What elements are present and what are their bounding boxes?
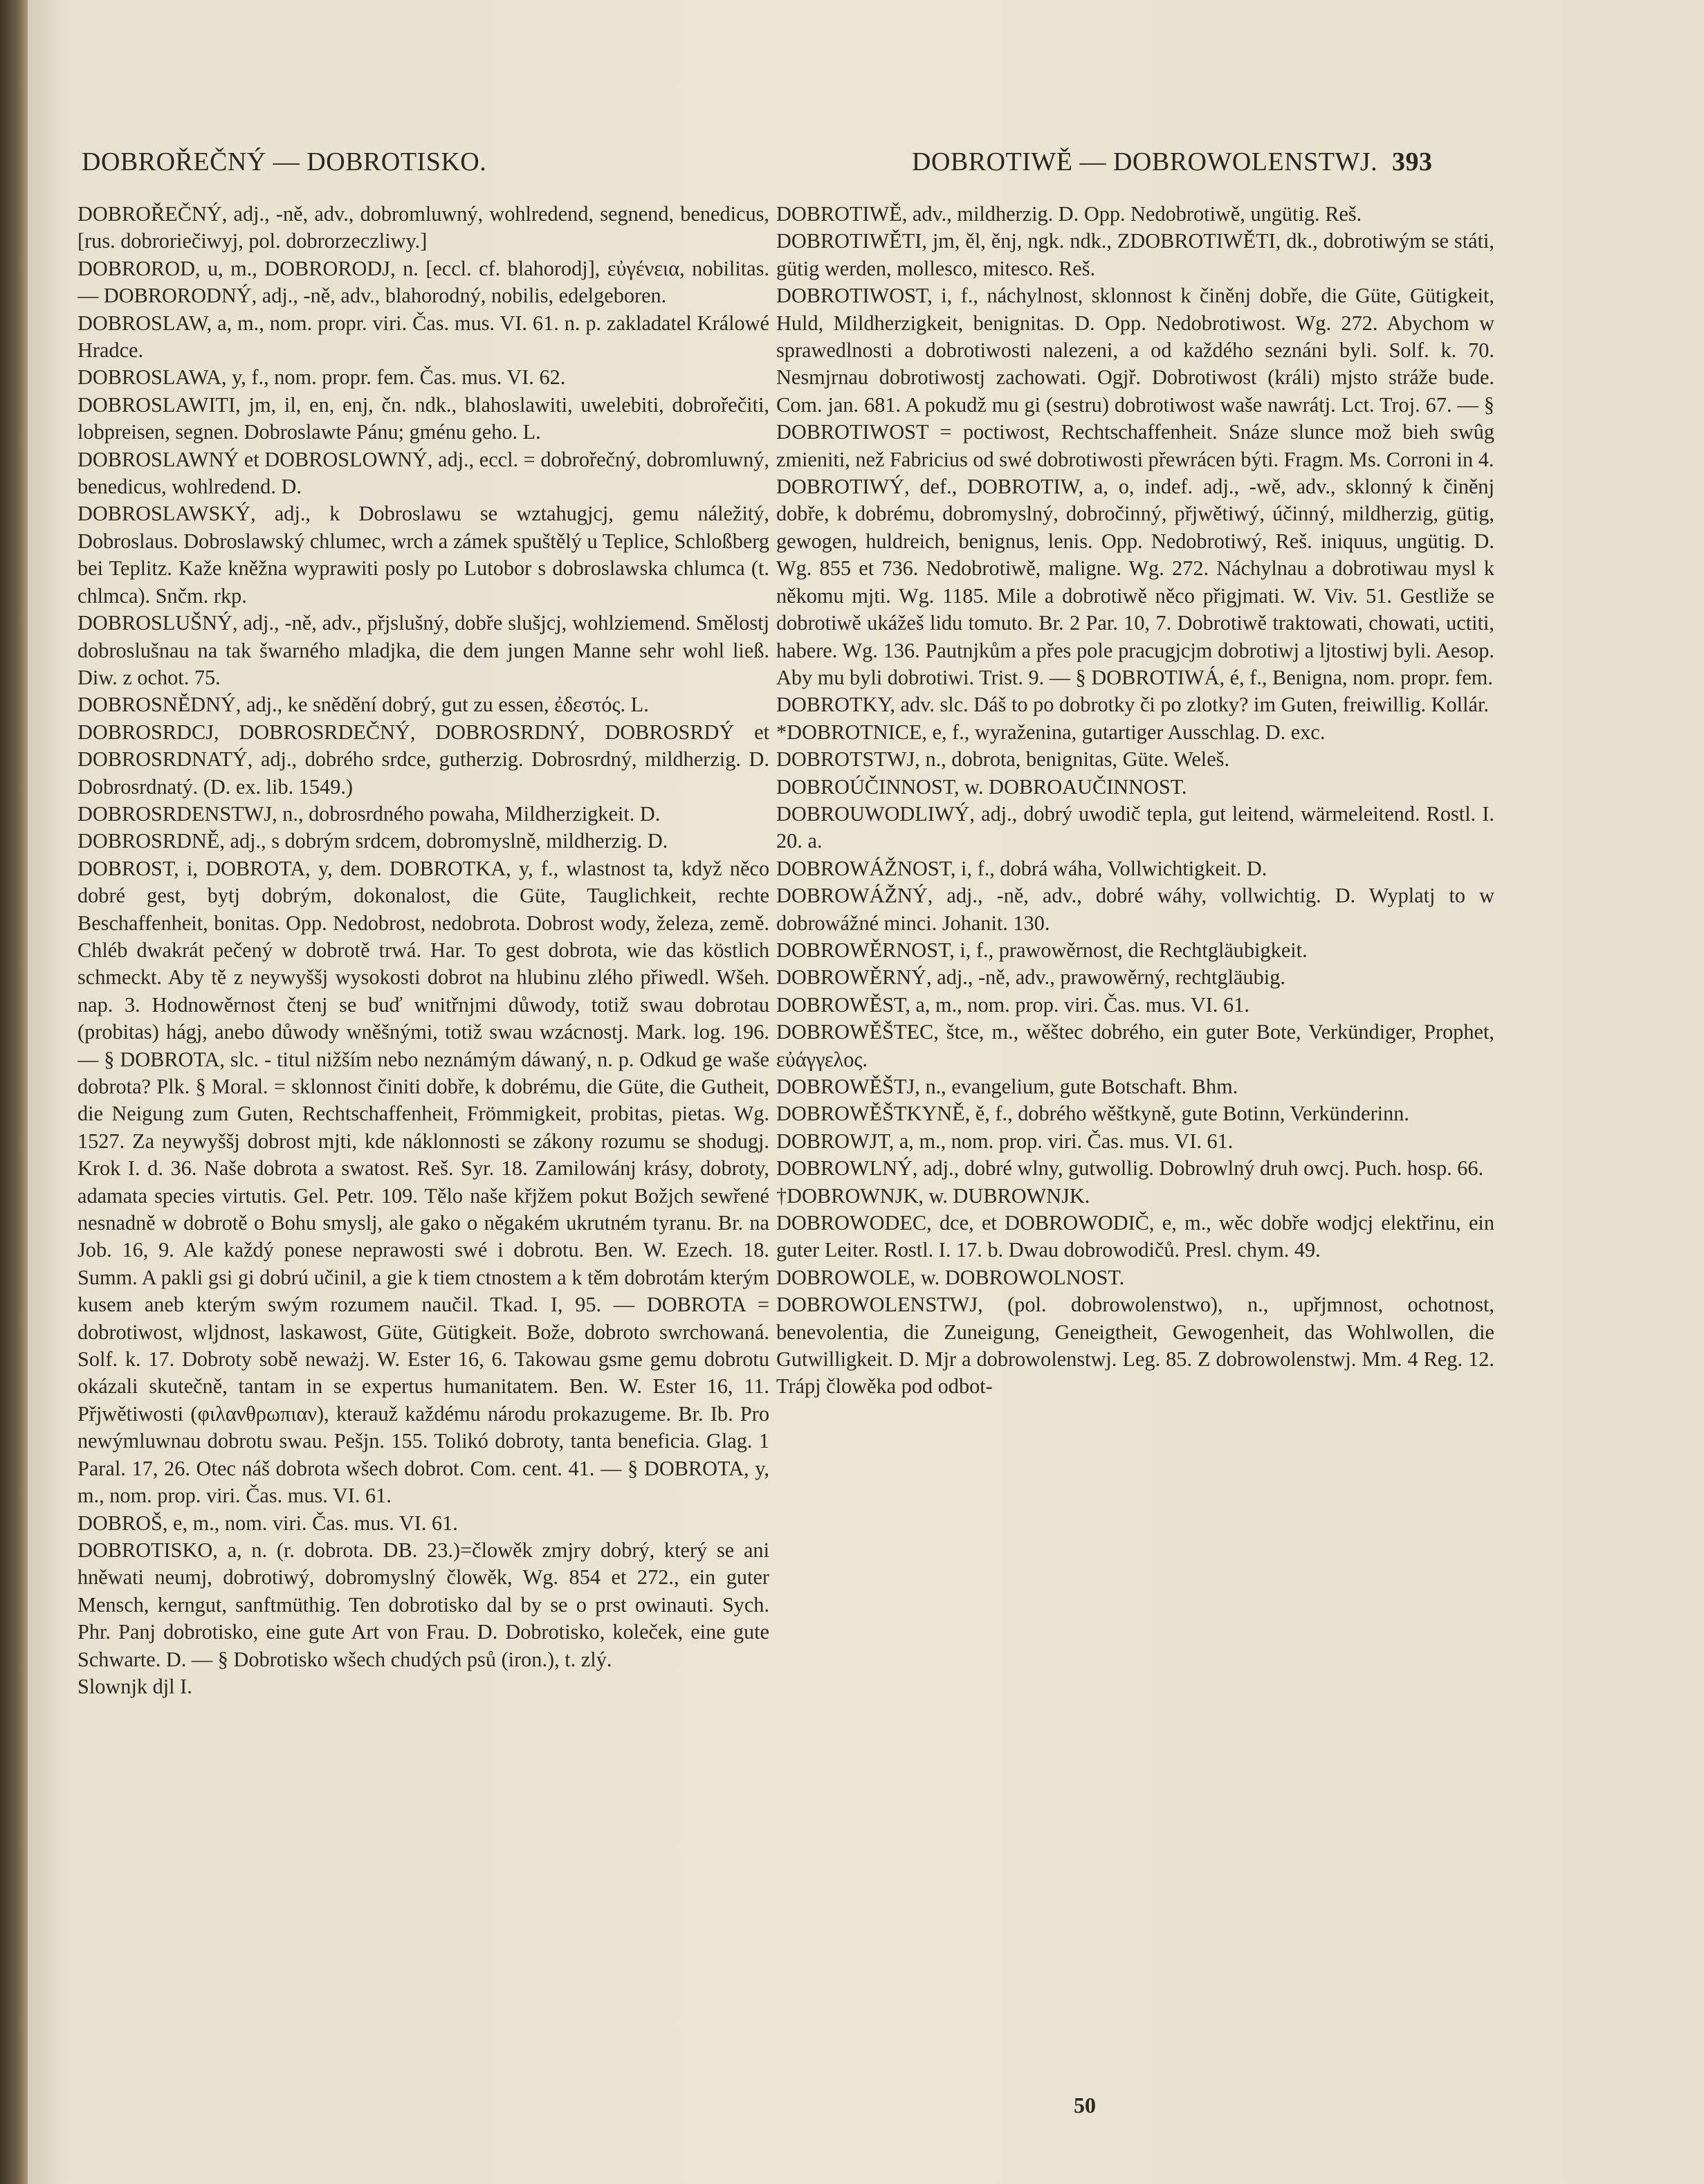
entry-dobrorod: DOBROROD, u, m., DOBRORODJ, n. [eccl. cf. blahorodj], εὐγένεια, nobilitas. — DOBRORODNÝ, adj., -ně, adv., blahorodný, nobilis, edelgeboren. bbox=[77, 256, 769, 308]
entry-dobrotisko: DOBROTISKO, a, n. (r. dobrota. DB. 23.)=člowěk zmjry dobrý, který se ani hněwati neumj, dobrotiwý, dobromyslný člowěk, Wg. 854 et 272., ein guter Mensch, kerngut, sanftmüthig. Ten dobrotisko dal by se o prst owinauti. Sych. Phr. Panj dobrotisko, eine gute Art von Frau. D. Dobrotisko, koleček, eine gute Schwarte. D. — § Dobrotisko wšech chudých psů (iron.), t. zlý. bbox=[77, 1538, 769, 1671]
entry-dobrotiwy: DOBROTIWÝ, def., DOBROTIW, a, o, indef. adj., -wě, adv., sklonný k činěnj dobře, k dobrému, dobromyslný, dobročinný, přjwětiwý, účinný, mildherzig, gütig, gewogen, huldreich, benignus, lenis. Opp. Nedobrotiwý, Reš. iniquus, ungütig. D. Wg. 855 et 736. Nedobrotiwě, maligne. Wg. 272. Náchylnau a dobrotiwau mysl k někomu mjti. Wg. 1185. Mile a dobrotiwě něco přigjmati. W. Viv. 51. Gestliže se dobrotiwě ukážeš lidu tomuto. Br. 2 Par. 10, 7. Dobrotiwě traktowati, chowati, uctiti, habere. Wg. 136. Pautnjkům a přes pole pracugjcjm dobrotiwj a ljtostiwj byli. Aesop. Aby mu byli dobrotiwi. Trist. 9. — § DOBROTIWÁ, é, f., Benigna, nom. propr. fem. bbox=[776, 475, 1494, 689]
entry-dobrowazny: DOBROWÁŽNÝ, adj., -ně, adv., dobré wáhy, vollwichtig. D. Wyplatj to w dobrowážné minci. Johanit. 130. bbox=[776, 884, 1494, 935]
entry-dobrowole: DOBROWOLE, w. DOBROWOLNOST. bbox=[776, 1265, 1125, 1289]
entry-dobrowlny: DOBROWLNÝ, adj., dobré wlny, gutwollig. Dobrowlný druh owcj. Puch. hosp. 66. bbox=[776, 1156, 1484, 1181]
entry-dobrost: DOBROST, i, DOBROTA, y, dem. DOBROTKA, y, f., wlastnost ta, když něco dobré gest, bytj dobrým, dokonalost, die Güte, Tauglichkeit, rechte Beschaffenheit, bonitas. Opp. Nedobrost, nedobrota. Dobrost wody, železa, země. Chléb dwakrát pečený w dobrotě trwá. Har. To gest dobrota, wie das köstlich schmeckt. Aby tě z neywyššj wysokosti dobrot na hlubinu zlého přiwedl. Wšeh. nap. 3. Hodnowěrnost čtenj se buď wnitřnjmi důwody, totiž swau dobrotau (probitas) hágj, anebo důwody wněšnými, totiž swau wzácnostj. Mark. log. 196. — § DOBROTA, slc. - titul nižším nebo neznámým dáwaný, n. p. Odkud ge waše dobrota? Plk. § Moral. = sklonnost činiti dobře, k dobrému, die Güte, die Gutheit, die Neigung zum Guten, Rechtschaffenheit, Frömmigkeit, probitas, pietas. Wg. 1527. Za neywyššj dobrost mjti, kde náklonnosti se zákony rozumu se shodugj. Krok I. d. 36. Naše dobrota a swatost. Reš. Syr. 18. Zamilowánj krásy, dobroty, adamata species virtutis. Gel. Petr. 109. Tělo naše křjžem pokut Božjch sewřené nesnadně w dobrotě o Bohu smyslj, ale gako o něgakém ukrutném tyranu. Br. na Job. 16, 9. Ale každý ponese neprawosti swé i dobrotu. Ben. W. Ezech. 18. Summ. A pakli gsi gi dobrú učinil, a gie k tiem ctnostem a k těm dobrotám kterým kusem aneb kterým swým rozumem naučil. Tkad. I, 95. — DOBROTA = dobrotiwost, wljdnost, laskawost, Güte, Gütigkeit. Bože, dobroto swrchowaná. Solf. k. 17. Dobroty sobě neważj. W. Ester 16, 6. Takowau gsme gemu dobrotu okázali skutečně, tantam in se expertus humanitatem. Ben. W. Ester 16, 11. Přjwětiwosti (φιλανθρωπιαν), kterauž každému národu prokazugeme. Br. Ib. Pro newýmluwnau dobrotu swau. Pešjn. 155. Tolikó dobroty, tanta beneficia. Glag. 1 Paral. 17, 26. Otec náš dobrota wšech dobrot. Com. cent. 41. — § DOBROTA, y, m., nom. prop. viri. Čas. mus. VI. 61. bbox=[77, 856, 769, 1508]
page-number: 393 bbox=[1392, 147, 1433, 176]
entry-dobrowodec: DOBROWODEC, dce, et DOBROWODIČ, e, m., wěc dobře wodjcj elektřinu, ein guter Leiter. Rostl. I. 17. b. Dwau dobrowodičů. Presl. chym. 49. bbox=[776, 1211, 1494, 1262]
entry-dobroslawiti: DOBROSLAWITI, jm, il, en, enj, čn. ndk., blahoslawiti, uwelebiti, dobrořečiti, lobpreisen, segnen. Dobroslawte Pánu; gménu geho. L. bbox=[77, 392, 769, 444]
right-column bbox=[776, 201, 1494, 2083]
entry-dobrosrdne: DOBROSRDNĚ, adj., s dobrým srdcem, dobromyslně, mildherzig. D. bbox=[77, 829, 668, 853]
entry-dobrowolenstwj: DOBROWOLENSTWJ, (pol. dobrowolenstwo), n., upřjmnost, ochotnost, benevolentia, die Zuneigung, Geneigtheit, Gewogenheit, das Wohlwollen, die Gutwilligkeit. D. Mjr a dobrowolenstwj. Leg. 85. Z dobrowolenstwj. Mm. 4 Reg. 12. Trápj člowěka pod odbot- bbox=[776, 1293, 1494, 1399]
volume-note: Slownjk djl I. bbox=[77, 1674, 192, 1698]
entry-dobrotstwj: DOBROTSTWJ, n., dobrota, benignitas, Güte. Weleš. bbox=[776, 747, 1230, 772]
entry-dobrowernost: DOBROWĚRNOST, i, f., prawowěrnost, die Rechtgläubigkeit. bbox=[776, 938, 1308, 962]
printer-signature-mark: 50 bbox=[1074, 2093, 1096, 2118]
entry-dobroslawny: DOBROSLAWNÝ et DOBROSLOWNÝ, adj., eccl. = dobrořečný, dobromluwný, benedicus, wohlredend. D. bbox=[77, 447, 769, 499]
entry-dobros: DOBROŠ, e, m., nom. viri. Čas. mus. VI. 61. bbox=[77, 1511, 458, 1535]
entry-dobrosnedny: DOBROSNĚDNÝ, adj., ke snědění dobrý, gut zu essen, ἐδεστός. L. bbox=[77, 693, 649, 717]
entry-dobroslusny: DOBROSLUŠNÝ, adj., -ně, adv., přjslušný, dobře slušjcj, wohlziemend. Smělostj dobroslušnau na tak šwarného mladjka, die dem jungen Manne sehr wohl ließ. Diw. z ochot. 75. bbox=[77, 611, 769, 689]
entry-dobrotiwost: DOBROTIWOST, i, f., náchylnost, sklonnost k činěnj dobře, die Güte, Gütigkeit, Huld, Mildherzigkeit, benignitas. D. Opp. Nedobrotiwost. Wg. 272. Abychom w sprawedlnosti a dobrotiwosti nalezeni, a od každého seznáni byli. Solf. k. 70. Nesmjrnau dobrotiwostj zachowati. Ogjř. Dobrotiwost (králi) mjsto stráže bude. Com. jan. 681. A pokudž mu gi (sestru) dobrotiwost waše nawrátj. Lct. Troj. 67. — § DOBROTIWOST = poctiwost, Rechtschaffenheit. Snáze slunce mož bieh swûg zmieniti, než Fabricius od swé dobrotiwosti přewrácen býti. Fragm. Ms. Corroni in 4. bbox=[776, 284, 1494, 471]
book-binding bbox=[0, 0, 28, 2184]
entry-dobrosrdcj: DOBROSRDCJ, DOBROSRDEČNÝ, DOBROSRDNÝ, DOBROSRDÝ et DOBROSRDNATÝ, adj., dobrého srdce, gutherzig. Dobrosrdný, mildherzig. D. Dobrosrdnatý. (D. ex. lib. 1549.) bbox=[77, 720, 769, 799]
entry-dobrowerny: DOBROWĚRNÝ, adj., -ně, adv., prawowěrný, rechtgläubig. bbox=[776, 965, 1285, 990]
entry-dobrowest: DOBROWĚST, a, m., nom. prop. viri. Čas. mus. VI. 61. bbox=[776, 992, 1249, 1017]
entry-dobrotiweti: DOBROTIWĚTI, jm, ěl, ěnj, ngk. ndk., ZDOBROTIWĚTI, dk., dobrotiwým se státi, gütig werden, mollesco, mitesco. Reš. bbox=[776, 229, 1494, 280]
entry-dobrouwodliwy: DOBROUWODLIWÝ, adj., dobrý uwodič tepla, gut leitend, wärmeleitend. Rostl. I. 20. a. bbox=[776, 801, 1494, 853]
running-head-right: DOBROTIWĚ — DOBROWOLENSTWJ. bbox=[912, 147, 1378, 176]
entry-dobrotnice: *DOBROTNICE, e, f., wyraženina, gutartiger Ausschlag. D. exc. bbox=[776, 720, 1326, 744]
entry-dobrownjk: †DOBROWNJK, w. DUBROWNJK. bbox=[776, 1183, 1090, 1208]
entry-dobrotiwe: DOBROTIWĚ, adv., mildherzig. D. Opp. Nedobrotiwě, ungütig. Reš. bbox=[776, 202, 1362, 226]
entry-dobroslawsky: DOBROSLAWSKÝ, adj., k Dobroslawu se wztahugjcj, gemu náležitý, Dobroslaus. Dobroslawský chlumec, wrch a zámek spuštělý u Teplice, Schloßberg bei Teplitz. Kaže kněžna wyprawiti posly po Lutobor s dobroslawska chlumca (t. chlmca). Snčm. rkp. bbox=[77, 502, 769, 608]
entry-dobrowestj: DOBROWĚŠTJ, n., evangelium, gute Botschaft. Bhm. bbox=[776, 1075, 1238, 1098]
entry-dobroslaw: DOBROSLAW, a, m., nom. propr. viri. Čas. mus. VI. 61. n. p. zakladatel Králowé Hradce. bbox=[77, 311, 769, 363]
entry-dobroreccny: DOBROŘEČNÝ, adj., -ně, adv., dobromluwný, wohlredend, segnend, benedicus, [rus. dobroriečiwyj, pol. dobrorzeczliwy.] bbox=[77, 202, 769, 253]
left-column bbox=[77, 201, 769, 2083]
entry-dobrotky: DOBROTKY, adv. slc. Dáš to po dobrotky či po zlotky? im Guten, freiwillig. Kollár. bbox=[776, 693, 1489, 717]
entry-dobroslawa: DOBROSLAWA, y, f., nom. propr. fem. Čas. mus. VI. 62. bbox=[77, 365, 566, 390]
entry-dobrowaznost: DOBROWÁŽNOST, i, f., dobrá wáha, Vollwichtigkeit. D. bbox=[776, 856, 1267, 880]
entry-dobrowjt: DOBROWJT, a, m., nom. prop. viri. Čas. mus. VI. 61. bbox=[776, 1129, 1234, 1153]
entry-dobroucinnost: DOBROÚČINNOST, w. DOBROAUČINNOST. bbox=[776, 774, 1187, 799]
entry-dobrosrdenstwj: DOBROSRDENSTWJ, n., dobrosrdného powaha, Mildherzigkeit. D. bbox=[77, 801, 661, 826]
entry-dobrowestec: DOBROWĚŠTEC, štce, m., wěštec dobrého, ein guter Bote, Verkündiger, Prophet, εὐάγγελος. bbox=[776, 1020, 1494, 1071]
entry-dobrowestkyne: DOBROWĚŠTKYNĚ, ě, f., dobrého wěštkyně, gute Botinn, Verkünderinn. bbox=[776, 1102, 1409, 1126]
running-head-left: DOBROŘEČNÝ — DOBROTISKO. bbox=[82, 147, 487, 176]
